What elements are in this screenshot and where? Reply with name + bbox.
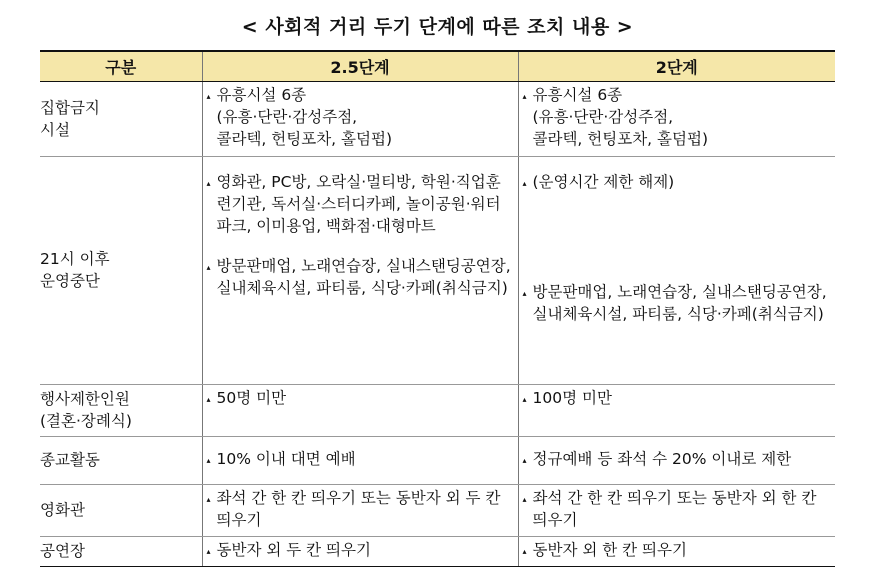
cell-level-2-5: ▴ 유흥시설 6종 (유흥·단란·감성주점, 콜라텍, 헌팅포차, 홀덤펍)	[202, 82, 518, 157]
header-category: 구분	[40, 51, 202, 82]
row-category: 집합금지 시설	[40, 82, 202, 157]
measures-table	[40, 50, 835, 567]
bullet-icon: ▴	[206, 547, 211, 556]
bullet-icon: ▴	[522, 92, 527, 101]
cell-level-2-5: ▴ 좌석 간 한 칸 띄우기 또는 동반자 외 두 칸 띄우기	[202, 485, 518, 537]
bullet-icon: ▴	[522, 456, 527, 465]
bullet-icon: ▴	[206, 263, 211, 272]
cell-level-2-5: ▴ 50명 미만	[202, 385, 518, 437]
cell-level-2: ▴ 유흥시설 6종 (유흥·단란·감성주점, 콜라텍, 헌팅포차, 홀덤펍)	[518, 82, 835, 157]
cell-level-2: ▴ 100명 미만	[518, 385, 835, 437]
table-row	[40, 157, 835, 385]
cell-level-2-5: ▴ 동반자 외 두 칸 띄우기	[202, 537, 518, 567]
cell-level-2: ▴ (운영시간 제한 해제) ▴ 방문판매업, 노래연습장, 실내스탠딩공연장, 실내체육시설, 파티룸, 식당·카페(취식금지)	[518, 157, 835, 385]
bullet-icon: ▴	[522, 289, 527, 298]
table-header-row	[40, 51, 835, 82]
table-row	[40, 437, 835, 485]
table-row	[40, 82, 835, 157]
bullet-icon: ▴	[522, 495, 527, 504]
cell-level-2-5: ▴ 영화관, PC방, 오락실·멀티방, 학원·직업훈련기관, 독서실·스터디카페, 놀이공원·워터파크, 이미용업, 백화점·대형마트 ▴ 방문판매업, 노래연습장, 실내스탠딩공연장, 실내체육시설, 파티룸, 식당·카페(취식금지)	[202, 157, 518, 385]
header-level-2: 2단계	[518, 51, 835, 82]
bullet-icon: ▴	[206, 456, 211, 465]
bullet-icon: ▴	[522, 547, 527, 556]
cell-level-2: ▴ 좌석 간 한 칸 띄우기 또는 동반자 외 한 칸 띄우기	[518, 485, 835, 537]
header-level-2-5: 2.5단계	[202, 51, 518, 82]
row-category: 공연장	[40, 537, 202, 567]
bullet-icon: ▴	[206, 495, 211, 504]
bullet-icon: ▴	[522, 395, 527, 404]
cell-level-2: ▴ 동반자 외 한 칸 띄우기	[518, 537, 835, 567]
row-category: 종교활동	[40, 437, 202, 485]
cell-level-2: ▴ 정규예배 등 좌석 수 20% 이내로 제한	[518, 437, 835, 485]
row-category: 영화관	[40, 485, 202, 537]
table-row	[40, 537, 835, 567]
table-row	[40, 485, 835, 537]
document-title: < 사회적 거리 두기 단계에 따른 조치 내용 >	[241, 16, 634, 38]
row-category: 행사제한인원 (결혼·장례식)	[40, 385, 202, 437]
cell-level-2-5: ▴ 10% 이내 대면 예배	[202, 437, 518, 485]
bullet-icon: ▴	[206, 395, 211, 404]
bullet-icon: ▴	[206, 92, 211, 101]
bullet-icon: ▴	[206, 179, 211, 188]
bullet-icon: ▴	[522, 179, 527, 188]
row-category: 21시 이후 운영중단	[40, 157, 202, 385]
table-row	[40, 385, 835, 437]
